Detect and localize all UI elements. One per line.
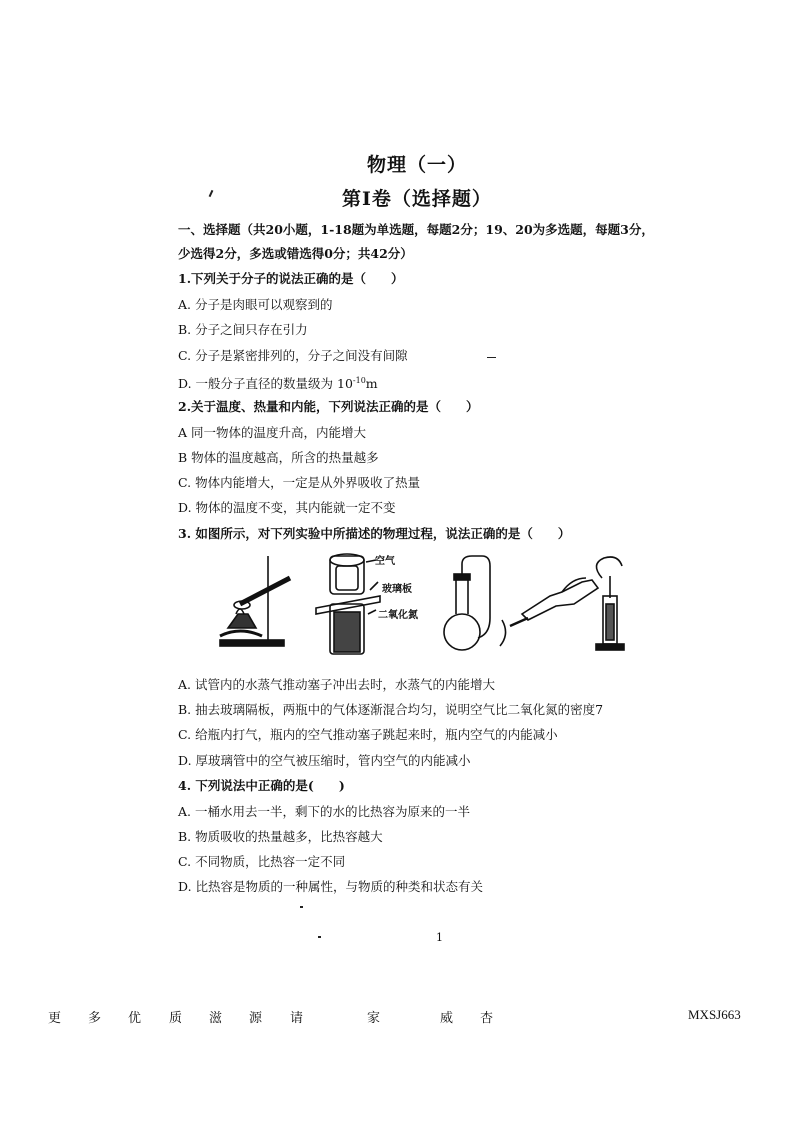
retort-stand-apparatus [220,556,290,646]
flask-pump-apparatus [444,556,506,650]
page-title: 物理（一） [366,154,467,176]
question-2-option-c: C. 物体内能增大，一定是从外界吸收了热量 [178,475,421,490]
question-1-option-b: B. 分子之间只存在引力 [178,322,308,337]
footer-code: MXSJ663 [688,1007,741,1022]
footer-char: 质 [169,1011,183,1026]
question-4-option-c: C. 不同物质，比热容一定不同 [178,854,346,869]
page-subtitle: 第I卷（选择题） [342,188,492,210]
question-2-option-a: A 同一物体的温度升高，内能增大 [178,425,367,440]
page-number: 1 [436,931,443,944]
footer-char: 家 [367,1011,381,1026]
gas-diffusion-jars [316,554,380,654]
question-1-option-a: A. 分子是肉眼可以观察到的 [178,297,333,312]
question-3-stem: 3. 如图所示，对下列实验中所描述的物理过程，说法正确的是（ ） [178,526,571,541]
section-instructions-line1: 一、选择题（共20小题，1-18题为单选题，每题2分；19、20为多选题，每题3分， [178,222,654,237]
question-1-option-c: C. 分子是紧密排列的，分子之间没有间隙 [178,348,408,363]
hand-match-apparatus [510,578,598,626]
footer-char: 更 [48,1011,62,1026]
question-1-stem: 1.下列关于分子的说法正确的是（ ） [178,271,404,286]
question-3-figure [210,548,630,660]
question-4-option-a: A. 一桶水用去一半，剩下的水的比热容为原来的一半 [178,804,470,819]
question-4-option-b: B. 物质吸收的热量越多，比热容越大 [178,829,383,844]
footer-char: 请 [290,1011,304,1026]
question-3-option-c: C. 给瓶内打气，瓶内的空气推动塞子跳起来时，瓶内空气的内能减小 [178,727,558,742]
footer-char: 优 [128,1011,142,1026]
scan-mark [487,357,496,358]
question-2-stem: 2.关于温度、热量和内能，下列说法正确的是（ ） [178,399,479,414]
question-4-option-d: D. 比热容是物质的一种属性，与物质的种类和状态有关 [178,879,484,894]
footer-char: 杏 [480,1011,494,1026]
scan-mark [318,936,321,938]
question-3-option-a: A. 试管内的水蒸气推动塞子冲出去时，水蒸气的内能增大 [178,677,495,692]
question-3-option-d: D. 厚玻璃管中的空气被压缩时，管内空气的内能减小 [178,753,471,768]
figure-label-no2: 二氧化氮 [378,610,418,621]
question-2-option-d: D. 物体的温度不变，其内能就一定不变 [178,500,396,515]
footer-char: 源 [249,1011,263,1026]
scan-mark [300,906,303,908]
footer-char: 滋 [209,1011,223,1026]
footer-char: 威 [440,1011,454,1026]
section-instructions-line2: 少选得2分，多选或错选得0分；共42分） [178,246,413,261]
figure-label-glass-plate: 玻璃板 [382,584,412,595]
question-2-option-b: B 物体的温度越高，所含的热量越多 [178,450,379,465]
question-4-stem: 4. 下列说法中正确的是( ) [178,778,345,793]
question-3-option-b: B. 抽去玻璃隔板，两瓶中的气体逐渐混合均匀，说明空气比二氧化氮的密度7 [178,702,604,717]
footer-char: 多 [88,1011,102,1026]
question-1-option-d: D. 一般分子直径的数量级为 $10^{-10}m$ [178,376,378,392]
footer [0,1007,794,1027]
figure-label-air: 空气 [375,556,395,567]
compression-cylinder-apparatus [596,557,624,650]
